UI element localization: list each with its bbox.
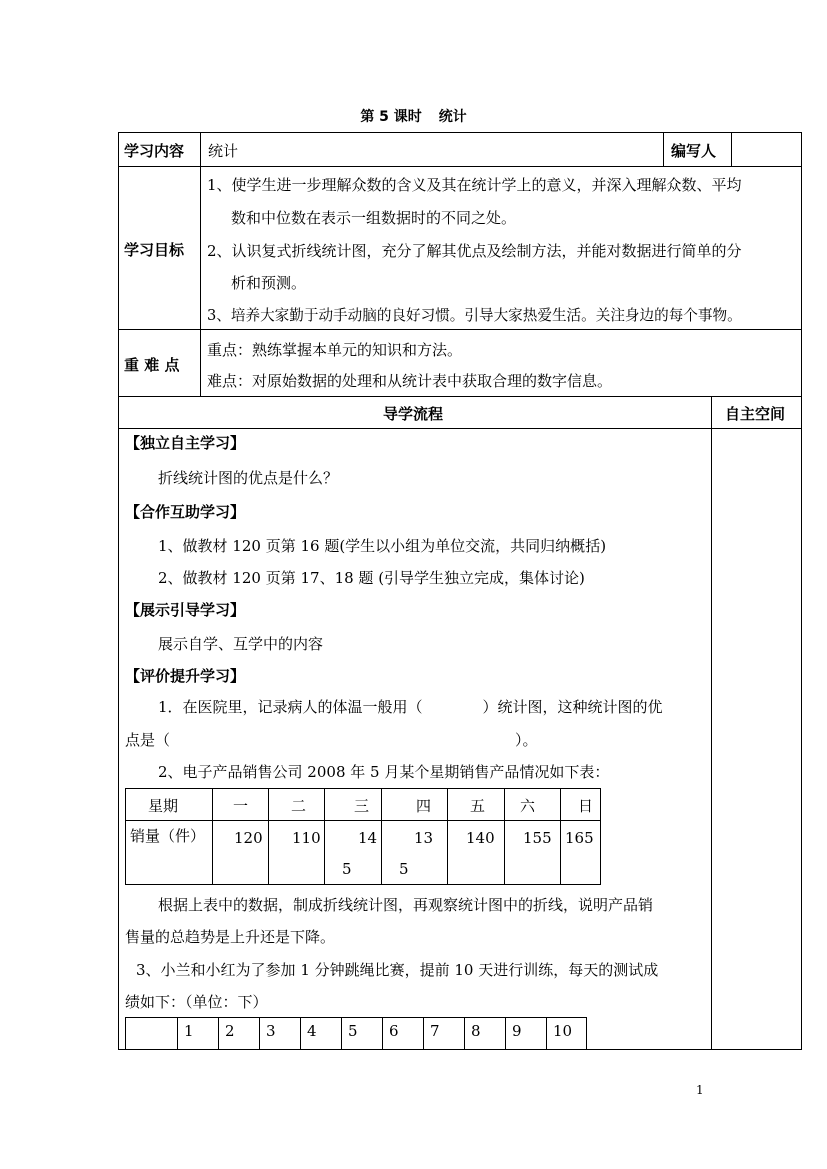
sales-value-5: 140 bbox=[466, 829, 495, 847]
section-2-item-2: 2、做教材 120 页第 17、18 题 (引导学生独立完成，集体讨论) bbox=[158, 569, 585, 587]
question-3-line-2: 绩如下：（单位：下） bbox=[125, 993, 268, 1011]
section-heading-4: 【评价提升学习】 bbox=[125, 667, 246, 685]
sales-value-4: 13 bbox=[414, 829, 434, 847]
question-1-line-1: 1．在医院里，记录病人的体温一般用（ ）统计图，这种统计图的优 bbox=[158, 698, 663, 716]
flow-label: 导学流程 bbox=[383, 405, 444, 423]
jump-day-8: 8 bbox=[471, 1022, 481, 1040]
section-3-item-1: 展示自学、互学中的内容 bbox=[158, 635, 324, 653]
section-2-item-1: 1、做教材 120 页第 16 题(学生以小组为单位交流，共同归纳概括) bbox=[158, 537, 607, 555]
sales-value-2: 110 bbox=[292, 829, 321, 847]
page-number: 1 bbox=[696, 1083, 704, 1097]
jump-day-1: 1 bbox=[184, 1022, 194, 1040]
sales-value-6: 155 bbox=[523, 829, 552, 847]
keypoint-line-2: 难点：对原始数据的处理和从统计表中获取合理的数字信息。 bbox=[207, 372, 613, 390]
jump-day-6: 6 bbox=[389, 1022, 399, 1040]
sales-day-5: 五 bbox=[470, 797, 486, 815]
sales-value-3: 14 bbox=[358, 829, 378, 847]
objective-line-1: 1、使学生进一步理解众数的含义及其在统计学上的意义，并深入理解众数、平均 bbox=[207, 176, 742, 194]
sales-value-1: 120 bbox=[234, 829, 263, 847]
jump-day-7: 7 bbox=[430, 1022, 440, 1040]
objective-line-5: 3、培养大家勤于动手动脑的良好习惯。引导大家热爱生活。关注身边的每个事物。 bbox=[207, 307, 742, 324]
sales-day-4: 四 bbox=[416, 797, 432, 815]
self-space-label: 自主空间 bbox=[725, 405, 786, 423]
question-3-line-1: 3、小兰和小红为了参加 1 分钟跳绳比赛，提前 10 天进行训练，每天的测试成 bbox=[136, 961, 659, 979]
jump-day-3: 3 bbox=[266, 1022, 276, 1040]
jump-day-2: 2 bbox=[225, 1022, 235, 1040]
sales-value-3-wrap: 5 bbox=[342, 860, 352, 878]
section-heading-2: 【合作互助学习】 bbox=[125, 503, 246, 521]
question-2-line: 2、电子产品销售公司 2008 年 5 月某个星期销售产品情况如下表： bbox=[158, 763, 610, 781]
objective-line-3: 2、认识复式折线统计图，充分了解其优点及绘制方法，并能对数据进行简单的分 bbox=[207, 242, 742, 260]
question-2-after-1: 根据上表中的数据，制成折线统计图，再观察统计图中的折线，说明产品销 bbox=[158, 896, 654, 914]
sales-value-4-wrap: 5 bbox=[399, 860, 409, 878]
section-heading-1: 【独立自主学习】 bbox=[125, 434, 246, 452]
objective-line-4: 析和预测。 bbox=[231, 274, 307, 292]
sales-value-7: 165 bbox=[565, 829, 594, 847]
jump-day-4: 4 bbox=[307, 1022, 317, 1040]
sales-day-7: 日 bbox=[578, 797, 594, 815]
keypoint-line-1: 重点：熟练掌握本单元的知识和方法。 bbox=[207, 341, 463, 359]
sales-day-1: 一 bbox=[233, 797, 249, 815]
jump-day-9: 9 bbox=[512, 1022, 522, 1040]
content-value: 统计 bbox=[208, 142, 239, 160]
content-label: 学习内容 bbox=[124, 142, 185, 160]
jump-day-10: 10 bbox=[553, 1022, 573, 1040]
keypoints-label: 重 难 点 bbox=[124, 356, 180, 374]
sales-row-label: 销量（件） bbox=[130, 827, 206, 845]
section-1-item-1: 折线统计图的优点是什么？ bbox=[158, 469, 339, 487]
objective-line-2: 数和中位数在表示一组数据时的不同之处。 bbox=[231, 209, 517, 227]
lesson-number: 第 5 课时 bbox=[360, 109, 422, 125]
objectives-label: 学习目标 bbox=[124, 241, 185, 259]
author-label: 编写人 bbox=[671, 142, 717, 160]
page-title bbox=[0, 106, 827, 126]
jump-day-5: 5 bbox=[348, 1022, 358, 1040]
sales-day-6: 六 bbox=[520, 797, 536, 815]
sales-day-2: 二 bbox=[291, 797, 307, 815]
question-2-after-2: 售量的总趋势是上升还是下降。 bbox=[125, 928, 336, 946]
section-heading-3: 【展示引导学习】 bbox=[125, 601, 246, 619]
question-1-line-2: 点是（ ）。 bbox=[125, 731, 538, 749]
lesson-topic: 统计 bbox=[438, 109, 467, 125]
sales-header-label: 星期 bbox=[148, 797, 179, 815]
sales-day-3: 三 bbox=[354, 797, 370, 815]
